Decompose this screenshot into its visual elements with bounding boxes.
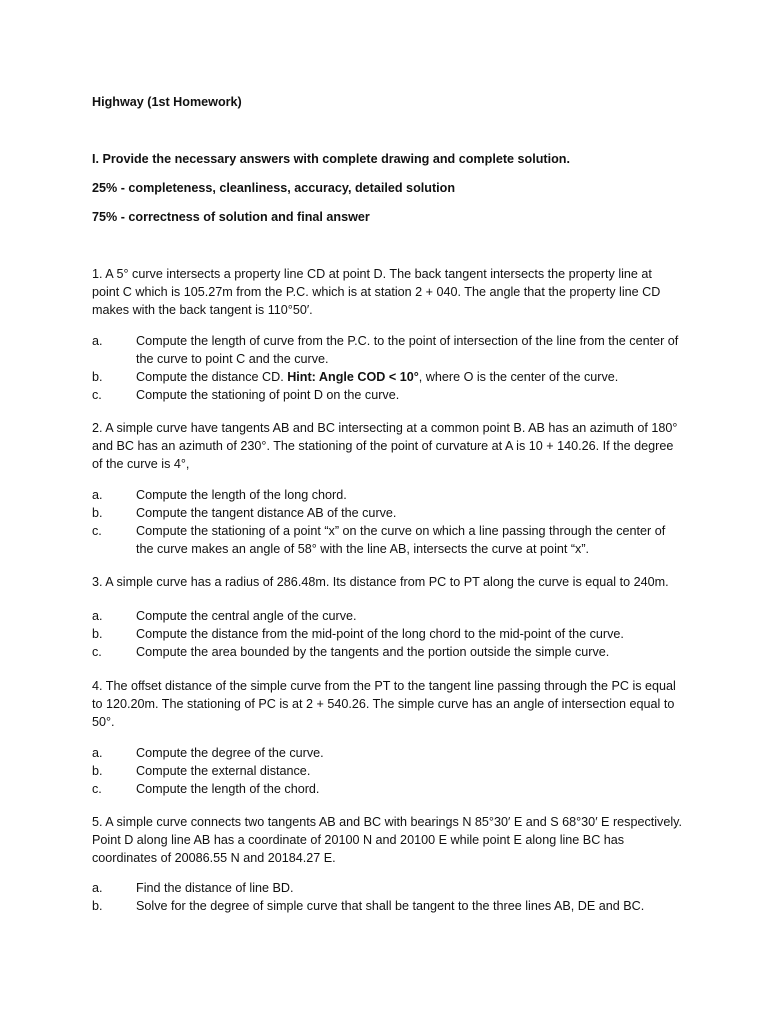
item-label: a.	[92, 609, 103, 623]
question-1	[92, 266, 682, 320]
list-item	[92, 898, 682, 916]
list-item	[92, 487, 682, 505]
item-hint: Hint: Angle COD < 10°	[287, 369, 419, 384]
list-item	[92, 387, 682, 405]
item-text: Solve for the degree of simple curve that shall be tangent to the three lines AB, DE and BC.	[136, 898, 645, 913]
item-label: b.	[92, 505, 103, 520]
instruction-line: 75% - correctness of solution and final answer	[92, 210, 370, 224]
item-text: Compute the stationing of a point “x” on the curve on which a line passing through the center of the curve makes an angle of 58° with the line AB, intersects the curve at point “x”.	[136, 523, 666, 556]
item-text	[136, 369, 682, 387]
item-label: b.	[92, 898, 103, 913]
question-1-items	[92, 333, 682, 405]
item-label: a.	[92, 334, 103, 348]
list-item	[92, 505, 682, 523]
question-text: 1. A 5° curve intersects a property line CD at point D. The back tangent intersects the property line at point C which is 105.27m from the P.C. which is at station 2 + 040. The angle that the property line CD makes with the back tangent is 110°50′.	[92, 267, 661, 317]
item-label: c.	[92, 644, 102, 659]
item-text-tail: , where O is the center of the curve.	[418, 369, 619, 384]
item-text: Compute the degree of the curve.	[136, 746, 324, 760]
instruction-line: 25% - completeness, cleanliness, accuracy, detailed solution	[92, 181, 456, 195]
item-label: c.	[92, 387, 102, 402]
item-label: c.	[92, 781, 102, 796]
list-item	[92, 608, 682, 626]
list-item	[92, 763, 682, 781]
question-text: 2. A simple curve have tangents AB and BC intersecting at a common point B. AB has an azimuth of 180° and BC has an azimuth of 230°. The stationing of the point of curvature at A is 10 + 140.26. If the degree of the curve is 4°,	[92, 421, 678, 471]
item-text: Compute the external distance.	[136, 763, 311, 778]
item-label: a.	[92, 881, 103, 895]
item-text: Compute the area bounded by the tangents and the portion outside the simple curve.	[136, 644, 610, 659]
item-text: Compute the central angle of the curve.	[136, 609, 357, 623]
question-5	[92, 814, 682, 868]
list-item	[92, 333, 682, 369]
list-item	[92, 745, 682, 763]
list-item	[92, 523, 682, 559]
question-4	[92, 678, 682, 732]
item-label: b.	[92, 369, 103, 384]
item-label: c.	[92, 523, 102, 538]
question-text: 5. A simple curve connects two tangents AB and BC with bearings N 85°30′ E and S 68°30′ E respectively. Point D along line AB has a coordinate of 20100 N and 20100 E while point E along line BC has coordinates of 20086.55 N and 20184.27 E.	[92, 815, 683, 865]
question-2-items	[92, 487, 682, 559]
item-text: Compute the length of curve from the P.C. to the point of intersection of the line from the center of the curve to point C and the curve.	[136, 334, 679, 366]
item-label: a.	[92, 488, 103, 502]
question-3-items	[92, 608, 682, 662]
question-text: 4. The offset distance of the simple curve from the PT to the tangent line passing through the PC is equal to 120.20m. The stationing of PC is at 2 + 540.26. The simple curve has an angle of intersection equal to 50°.	[92, 679, 676, 729]
item-text: Compute the length of the long chord.	[136, 488, 347, 502]
question-5-items	[92, 880, 682, 916]
document-title: Highway (1st Homework)	[92, 95, 242, 109]
item-text: Compute the length of the chord.	[136, 781, 320, 796]
item-text: Compute the tangent distance AB of the curve.	[136, 505, 397, 520]
list-item	[92, 644, 682, 662]
list-item	[92, 369, 682, 387]
list-item	[92, 626, 682, 644]
item-label: a.	[92, 746, 103, 760]
list-item	[92, 880, 682, 898]
question-4-items	[92, 745, 682, 799]
item-text-main: Compute the distance CD.	[136, 369, 288, 384]
question-2	[92, 420, 682, 474]
item-text: Find the distance of line BD.	[136, 881, 294, 895]
item-text: Compute the distance from the mid-point of the long chord to the mid-point of the curve.	[136, 626, 624, 641]
list-item	[92, 781, 682, 799]
item-label: b.	[92, 763, 103, 778]
question-3	[92, 574, 682, 592]
instruction-line: I. Provide the necessary answers with complete drawing and complete solution.	[92, 152, 570, 166]
item-label: b.	[92, 626, 103, 641]
question-text: 3. A simple curve has a radius of 286.48m. Its distance from PC to PT along the curve is equal to 240m.	[92, 575, 669, 589]
item-text: Compute the stationing of point D on the curve.	[136, 387, 400, 402]
